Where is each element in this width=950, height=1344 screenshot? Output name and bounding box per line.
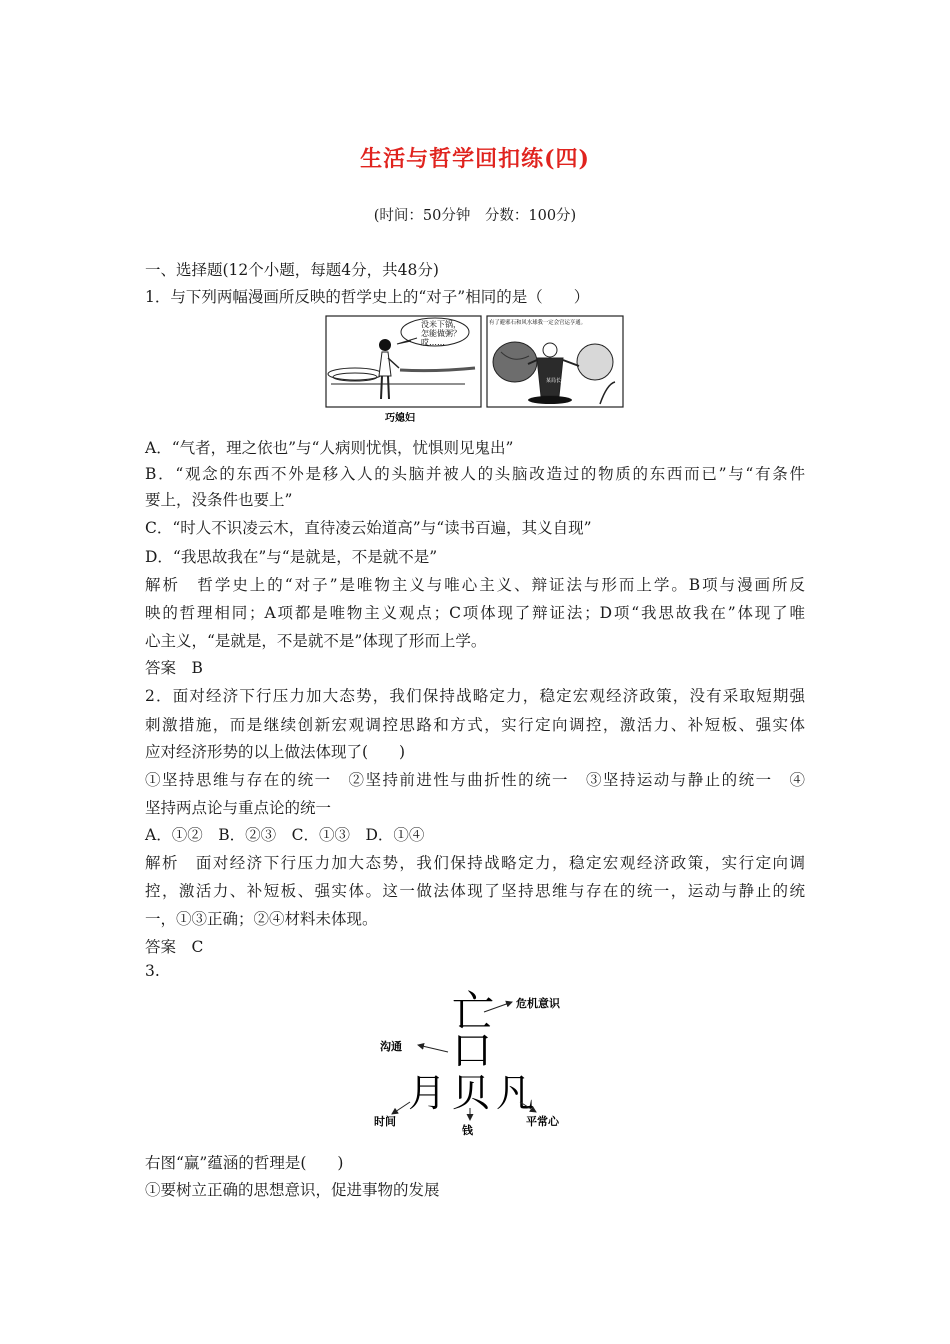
section-heading: 一、选择题(12个小题，每题4分，共48分) <box>145 261 439 279</box>
page-title: 生活与哲学回扣练(四) <box>360 146 590 172</box>
q2-answer: 答案 C <box>145 938 204 956</box>
q1-analysis: 解析 哲学史上的“对子”是唯物主义与唯心主义、辩证法与形而上学。B项与漫画所反 <box>145 576 805 594</box>
q3-diagram <box>360 982 600 1138</box>
q2-analysis: 解析 面对经济下行压力加大态势，我们保持战略定力，稳定宏观经济政策，实行定向调 <box>145 854 805 872</box>
label-comm: 沟通 <box>380 1040 402 1053</box>
q1-cartoons <box>325 314 625 424</box>
q2-stem: 2．面对经济下行压力加大态势，我们保持战略定力，稳定宏观经济政策，没有采取短期强 <box>145 687 805 705</box>
cartoon-left-panel <box>326 316 481 424</box>
bubble-line-1: 没米下锅， <box>421 320 461 329</box>
label-money: 钱 <box>462 1124 473 1137</box>
cartoon-right-banner: 有了避邪石和风水球我一定会官运亨通。 <box>489 320 587 326</box>
q1-option-d: D．“我思故我在”与“是就是，不是就不是” <box>145 548 438 566</box>
q1-analysis-3: 心主义，“是就是，不是就不是”体现了形而上学。 <box>145 632 487 650</box>
cartoon-right-tag: 某局长 <box>546 378 562 384</box>
q1-option-c: C．“时人不识凌云木，直待凌云始道高”与“读书百遍，其义自现” <box>145 519 592 537</box>
bubble-line-2: 怎能做粥？ <box>421 329 461 338</box>
diagram-char-left: 月 <box>408 1071 447 1115</box>
q2-analysis-2: 控，激活力、补短板、强实体。这一做法体现了坚持思维与存在的统一，运动与静止的统 <box>145 882 805 900</box>
label-time: 时间 <box>374 1115 396 1128</box>
q2-items: ①坚持思维与存在的统一 ②坚持前进性与曲折性的统一 ③坚持运动与静止的统一 ④ <box>145 771 805 789</box>
label-danger: 危机意识 <box>516 997 560 1010</box>
q3-item-1: ①要树立正确的思想意识，促进事物的发展 <box>145 1181 440 1199</box>
diagram-char-mid: 口 <box>452 1028 492 1074</box>
diagram-char-center: 贝 <box>452 1071 491 1115</box>
q3-stem: 右图“赢”蕴涵的哲理是( ) <box>145 1154 344 1172</box>
q2-analysis-3: 一，①③正确；②④材料未体现。 <box>145 910 378 928</box>
q1-analysis-2: 映的哲理相同；A项都是唯物主义观点；C项体现了辩证法；D项“我思故我在”体现了唯 <box>145 604 805 622</box>
q2-items-2: 坚持两点论与重点论的统一 <box>145 799 332 817</box>
cartoon-left-caption: 巧媳妇 <box>385 413 415 424</box>
q1-option-b: B．“观念的东西不外是移入人的头脑并被人的头脑改造过的物质的东西而已”与“有条件 <box>145 465 805 483</box>
q1-option-b-cont: 要上，没条件也要上” <box>145 491 293 509</box>
cartoon-right-panel <box>487 316 623 407</box>
diagram-char-right: 凡 <box>496 1071 535 1115</box>
bubble-line-3: 哎…… <box>421 338 445 347</box>
q2-options: A．①② B．②③ C．①③ D．①④ <box>145 826 425 844</box>
label-calm: 平常心 <box>526 1115 559 1128</box>
exam-meta: (时间：50分钟 分数：100分) <box>373 208 577 224</box>
q1-stem: 1．与下列两幅漫画所反映的哲学史上的“对子”相同的是（ ） <box>145 288 590 306</box>
q1-answer: 答案 B <box>145 659 203 677</box>
q2-stem-3: 应对经济形势的以上做法体现了( ) <box>145 743 406 761</box>
q3-number: 3. <box>145 962 160 980</box>
diagram-char-top: 亡 <box>452 987 495 1036</box>
q2-stem-2: 刺激措施，而是继续创新宏观调控思路和方式，实行定向调控，激活力、补短板、强实体 <box>145 716 805 734</box>
q1-option-a: A．“气者，理之依也”与“人病则忧惧，忧惧则见鬼出” <box>145 439 514 457</box>
